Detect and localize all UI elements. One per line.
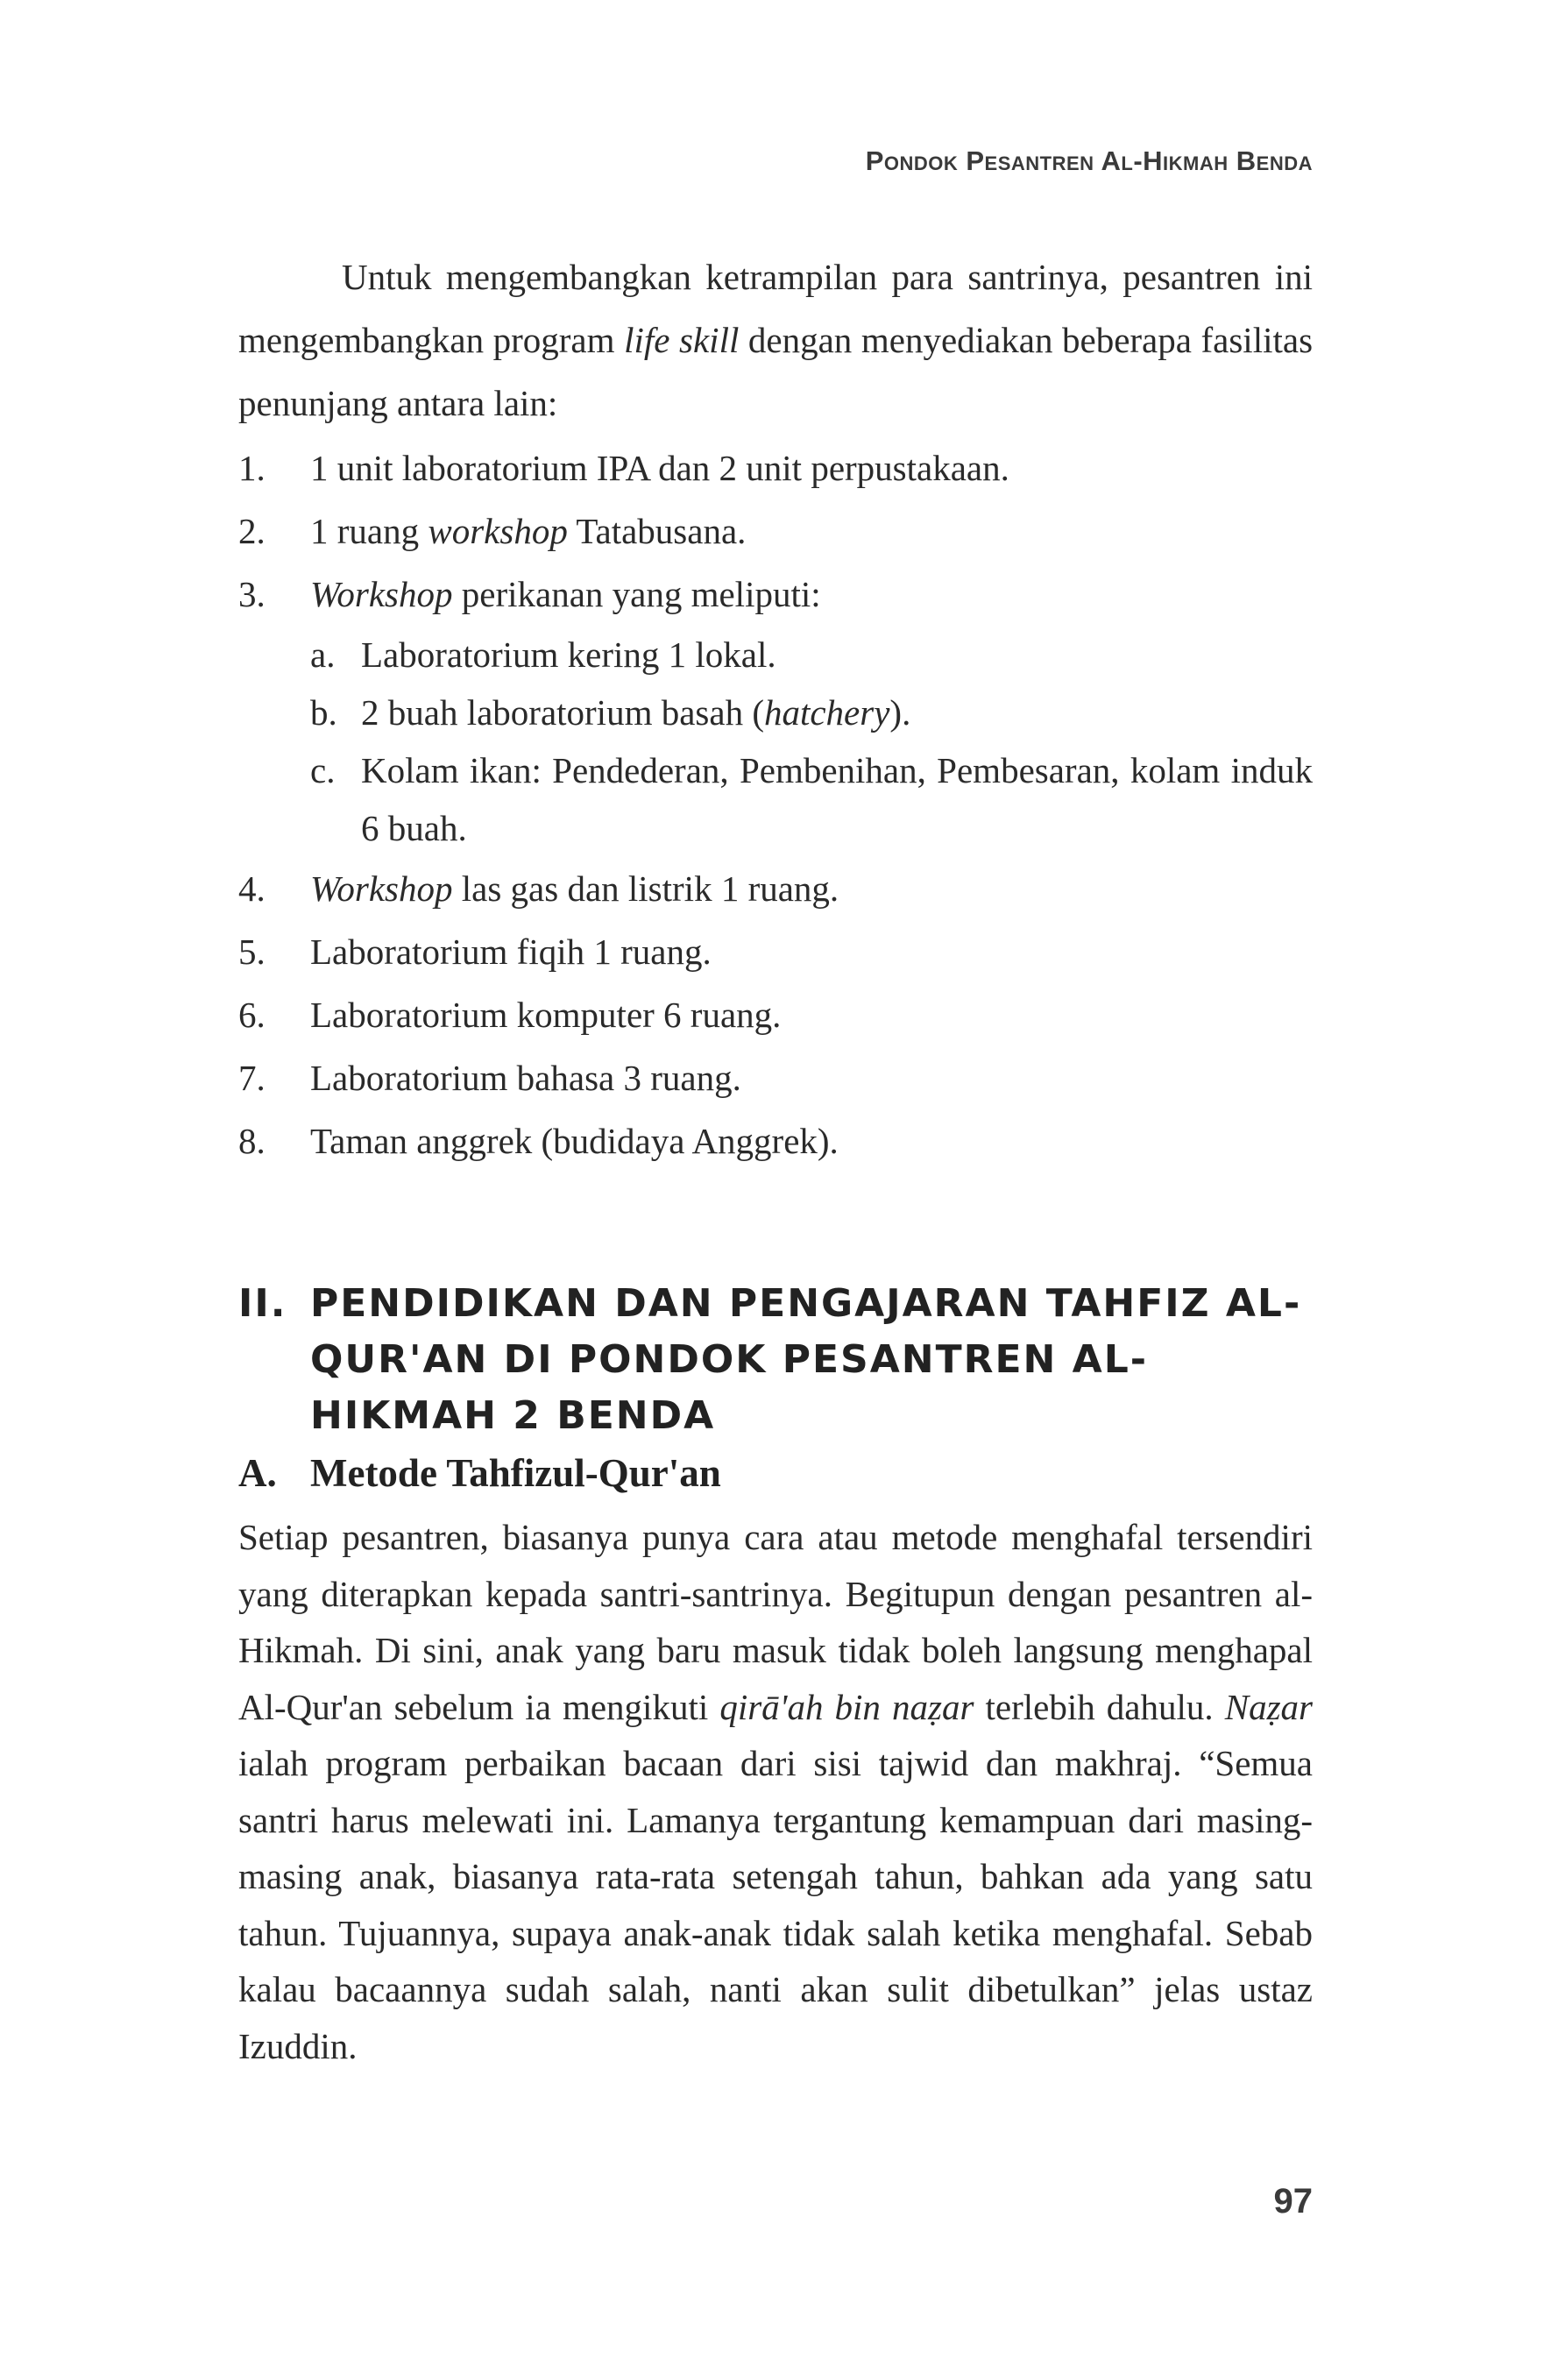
list-item	[238, 983, 1313, 1046]
list-item	[238, 1109, 1313, 1172]
running-head: Pondok Pesantren Al-Hikmah Benda	[865, 145, 1313, 176]
list-number: 5.	[238, 931, 266, 972]
sub-list-item	[238, 741, 1313, 857]
list-number: 7.	[238, 1058, 266, 1098]
page-number: 97	[1273, 2182, 1313, 2221]
list-text: Taman anggrek (budidaya Anggrek).	[310, 1121, 839, 1161]
subsection-title: Metode Tahfizul-Qur'an	[310, 1451, 721, 1495]
sub-list-text: Laboratorium kering 1 lokal.	[361, 634, 776, 675]
section-heading	[238, 1276, 1313, 1444]
list-number: 6.	[238, 995, 266, 1035]
list-text: Workshop perikanan yang meliputi:	[310, 574, 821, 614]
list-number: 1.	[238, 448, 266, 488]
list-text: 1 ruang workshop Tatabusana.	[310, 511, 747, 551]
list-item	[238, 920, 1313, 983]
body-paragraph: Setiap pesantren, biasanya punya cara atau metode menghafal tersendiri yang diterapkan kepada santri-santrinya. Begitupun dengan pesantren al-Hikmah. Di sini, anak yang baru masuk tidak boleh langsung menghapal Al-Qur'an sebelum ia mengikuti qirā'ah bin naẓar terlebih dahulu. Naẓar ialah program perbaikan bacaan dari sisi tajwid dan makhraj. “Semua santri harus melewati ini. Lamanya tergantung kemampuan dari masing-masing anak, biasanya rata-rata setengah tahun, bahkan ada yang satu tahun. Tujuannya, supaya anak-anak tidak salah ketika menghafal. Sebab kalau bacaannya sudah salah, nanti akan sulit dibetulkan” jelas ustaz Izuddin.	[238, 1517, 1313, 2066]
sub-list-letter: a.	[310, 634, 336, 675]
sub-list-item	[238, 626, 1313, 684]
list-item	[238, 1046, 1313, 1109]
list-text: 1 unit laboratorium IPA dan 2 unit perpustakaan.	[310, 448, 1009, 488]
list-item	[238, 563, 1313, 626]
list-text: Laboratorium bahasa 3 ruang.	[310, 1058, 741, 1098]
sub-list-text: Kolam ikan: Pendederan, Pembenihan, Pembesaran, kolam induk 6 buah.	[361, 750, 1313, 848]
list-text: Laboratorium fiqih 1 ruang.	[310, 931, 712, 972]
list-item	[238, 436, 1313, 499]
sub-list-letter: b.	[310, 692, 337, 733]
section-number: II.	[238, 1281, 287, 1326]
list-number: 2.	[238, 511, 266, 551]
subsection-number: A.	[238, 1451, 277, 1495]
sub-list-text: 2 buah laboratorium basah (hatchery).	[361, 692, 911, 733]
list-number: 3.	[238, 574, 266, 614]
sub-list-item	[238, 684, 1313, 741]
sub-list-letter: c.	[310, 750, 336, 790]
list-item	[238, 857, 1313, 920]
list-number: 4.	[238, 868, 266, 909]
list-item	[238, 499, 1313, 563]
list-number: 8.	[238, 1121, 266, 1161]
facility-list	[238, 436, 1313, 1172]
subsection-heading	[238, 1444, 1313, 1502]
intro-paragraph: Untuk mengembangkan ketrampilan para santrinya, pesantren ini mengembangkan program life skill dengan menyediakan beberapa fasilitas penunjang antara lain:	[238, 257, 1314, 423]
list-text: Laboratorium komputer 6 ruang.	[310, 995, 782, 1035]
page-content	[238, 245, 1313, 2074]
sub-list	[238, 626, 1313, 857]
list-text: Workshop las gas dan listrik 1 ruang.	[310, 868, 839, 909]
section-title: PENDIDIKAN DAN PENGAJARAN TAHFIZ AL-QUR'AN DI PONDOK PESANTREN AL-HIKMAH 2 BENDA	[310, 1281, 1302, 1438]
